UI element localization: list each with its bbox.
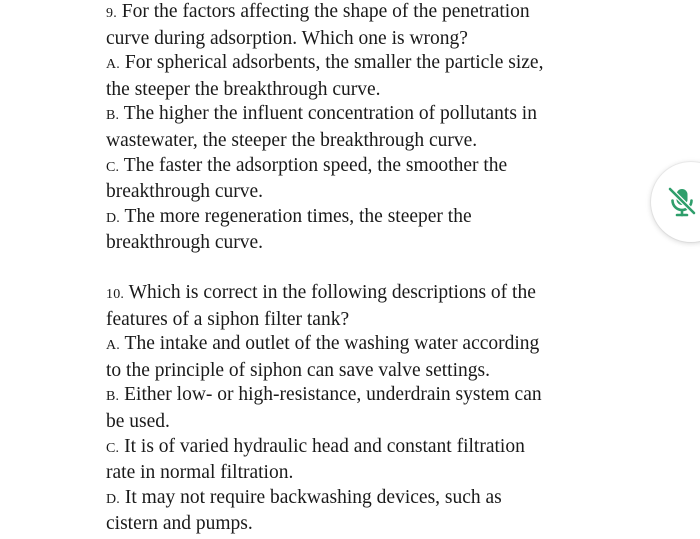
question-number: 9.: [106, 6, 117, 21]
option-letter: B.: [106, 108, 120, 124]
option-letter: C.: [106, 440, 120, 456]
option-text: rate in normal filtration.: [106, 462, 294, 484]
option-a: [106, 332, 586, 359]
question-list: [106, 0, 586, 537]
option-text: For spherical adsorbents, the smaller the particle size,: [124, 52, 544, 74]
mic-toggle-button[interactable]: [651, 162, 700, 242]
stem-line: For the factors affecting the shape of the penetration: [121, 1, 530, 22]
question-10: [106, 281, 586, 537]
option-text: the steeper the breakthrough curve.: [106, 78, 381, 100]
stem-line: Which is correct in the following descriptions of the: [128, 281, 536, 303]
option-text: The more regeneration times, the steeper the: [124, 205, 472, 227]
option-text: to the principle of siphon can save valve settings.: [106, 359, 490, 381]
question-stem: [106, 281, 586, 308]
stem-line: curve during adsorption. Which one is wrong?: [106, 27, 468, 49]
mic-muted-icon: [664, 184, 700, 220]
option-letter: D.: [106, 491, 121, 507]
stem-line: features of a siphon filter tank?: [106, 308, 350, 330]
option-b: [106, 383, 586, 410]
option-text: breakthrough curve.: [106, 181, 264, 203]
option-c: [106, 435, 586, 462]
question-number: 10.: [106, 286, 125, 302]
option-d: [106, 205, 586, 232]
option-text: be used.: [106, 410, 170, 432]
option-letter: D.: [106, 210, 121, 226]
option-text: The intake and outlet of the washing water according: [124, 333, 540, 355]
option-letter: B.: [106, 389, 120, 405]
question-9: [106, 0, 586, 256]
option-text: The higher the influent concentration of pollutants in: [123, 103, 537, 125]
option-text: It may not require backwashing devices, such as: [120, 486, 502, 508]
option-letter: A.: [106, 338, 121, 354]
option-c: [106, 154, 586, 181]
option-a: [106, 51, 586, 78]
option-letter: A.: [106, 57, 121, 73]
question-stem: [106, 0, 586, 27]
option-b: [106, 102, 586, 129]
option-text: It is of varied hydraulic head and constant filtration: [124, 435, 525, 457]
option-text: breakthrough curve.: [106, 232, 264, 254]
option-letter: C.: [106, 159, 120, 175]
option-text: Either low- or high-resistance, underdrain system can: [124, 384, 542, 406]
option-text: wastewater, the steeper the breakthrough curve.: [106, 129, 478, 151]
option-text: cistern and pumps.: [106, 513, 253, 535]
option-d: [106, 486, 586, 513]
option-text: The faster the adsorption speed, the smoother the: [123, 154, 508, 176]
